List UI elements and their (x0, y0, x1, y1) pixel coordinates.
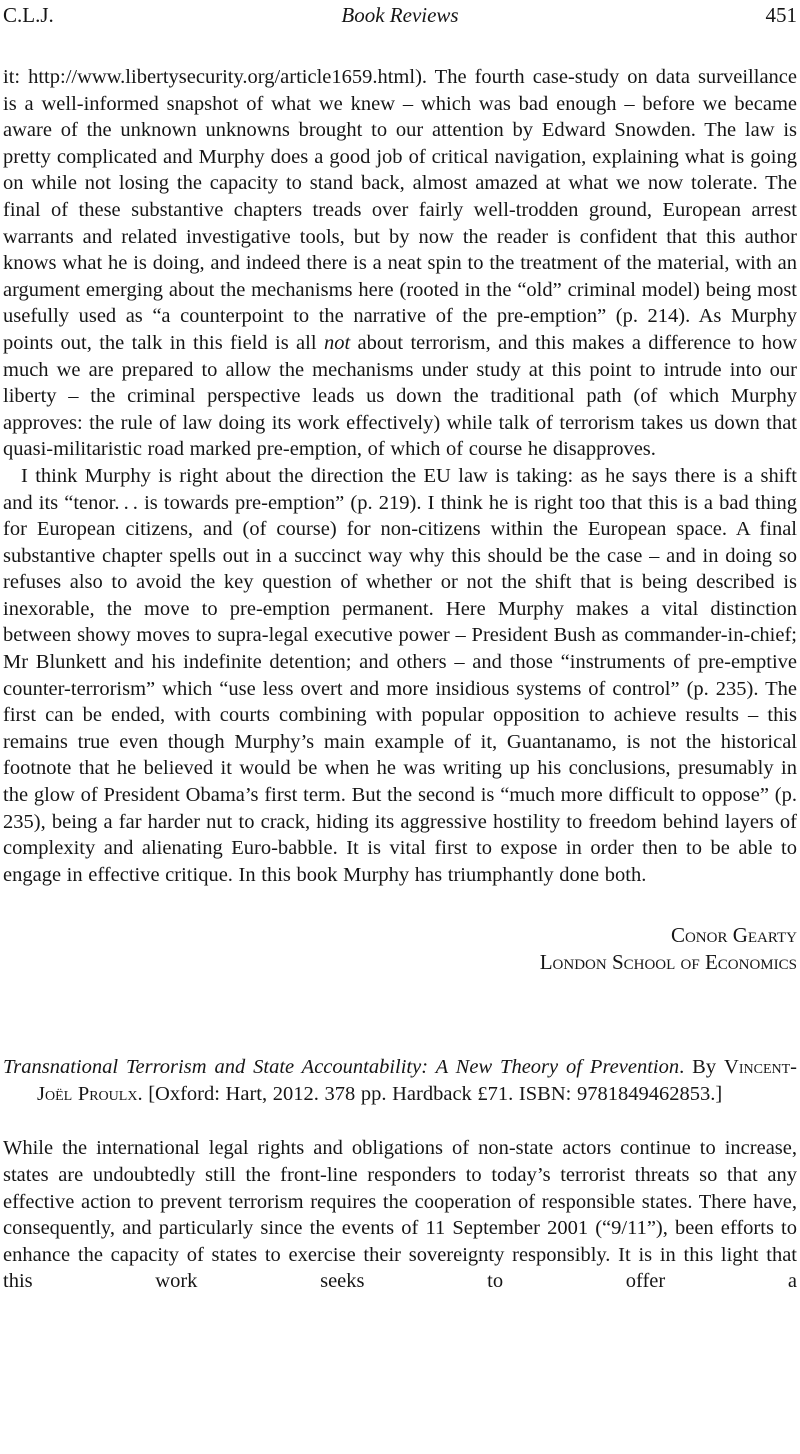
review-paragraph-2: I think Murphy is right about the direction the EU law is taking: as he says there is a shift and its “tenor. . . is towards pre-emption” (p. 219). I think he is right too that this is a bad thing for European citizens, and (of course) for non-citizens within the European space. A final substantive chapter spells out in a succinct way why this should be the case – and in doing so refuses also to avoid the key question of whether or not the shift that is being described is inexorable, the move to pre-emption permanent. Here Murphy makes a vital distinction between showy moves to supra-legal executive power – President Bush as commander-in-chief; Mr Blunkett and his indefinite detention; and others – and those “instruments of pre-emptive counter-terrorism” which “use less overt and more insidious systems of control” (p. 235). The first can be ended, with courts combining with popular opposition to achieve results – this remains true even though Murphy’s main example of it, Guantanamo, is not the historical footnote that he believed it would be when he was writing up his conclusions, presumably in the glow of President Obama’s first term. But the second is “much more difficult to oppose” (p. 235), being a far harder nut to crack, hiding its aggressive hostility to freedom behind layers of complexity and alienating Euro-babble. It is vital first to expose in order then to be able to engage in effective critique. In this book Murphy has triumphantly done both. (3, 464, 797, 886)
paragraph-text-before-emphasis: it: http://www.libertysecurity.org/article1659.html). The fourth case-study on data surveillance is a well-informed snapshot of what we knew – which was bad enough – before we became aware of the unknown unknowns brought to our attention by Edward Snowden. The law is pretty complicated and Murphy does a good job of critical navigation, explaining what is going on while not losing the capacity to stand back, almost amazed at what we now tolerate. The final of these substantive chapters treads over fairly well-trodden ground, European arrest warrants and related investigative tools, but by now the reader is confident that this author knows what he is doing, and indeed there is a neat spin to the treatment of the material, with an argument emerging about the mechanisms here (rooted in the “old” criminal model) being most usefully used as “a counterpoint to the narrative of the pre-emption” (p. 214). As Murphy points out, the talk in this field is all (3, 66, 797, 354)
publication-details: . [Oxford: Hart, 2012. 378 pp. Hardback £71. ISBN: 9781849462853.] (137, 1083, 723, 1106)
reviewer-signature (3, 922, 797, 976)
review-paragraph-1 (3, 64, 797, 463)
book-citation (3, 1054, 797, 1108)
book-title: Transnational Terrorism and State Accountability: A New Theory of Prevention (3, 1056, 680, 1079)
emphasized-word: not (323, 331, 351, 354)
running-head: Book Reviews (341, 3, 459, 27)
reviewer-affiliation: London School of Economics (539, 950, 797, 975)
journal-abbreviation: C.L.J. (3, 3, 54, 27)
review-opening-paragraph: While the international legal rights and obligations of non-state actors continue to increase, states are undoubtedly still the front-line responders to today’s terrorist threats so that any effective action to prevent terrorism requires the cooperation of responsible states. There have, consequently, and particularly since the events of 11 September 2001 (“9/11”), been efforts to enhance the capacity of states to exercise their sovereignty responsibly. It is in this light that this work seeks to offer a (3, 1137, 797, 1293)
book-author: Vincent-Joël Proulx (37, 1056, 798, 1106)
page-header (3, 2, 797, 28)
page-number: 451 (765, 3, 797, 27)
citation-connector: . By (679, 1056, 725, 1079)
reviewer-name: Conor Gearty (670, 923, 797, 948)
paragraph-text-after-emphasis: about terrorism, and this makes a difference to how much we are prepared to allow the mechanisms under study at this point to intrude into our liberty – the criminal perspective leads us down the traditional path (of which Murphy approves: the rule of law doing its work effectively) while talk of terrorism takes us down that quasi-militaristic road marked pre-emption, of which of course he disapproves. (3, 331, 797, 461)
review-murphy-continuation (3, 64, 797, 976)
